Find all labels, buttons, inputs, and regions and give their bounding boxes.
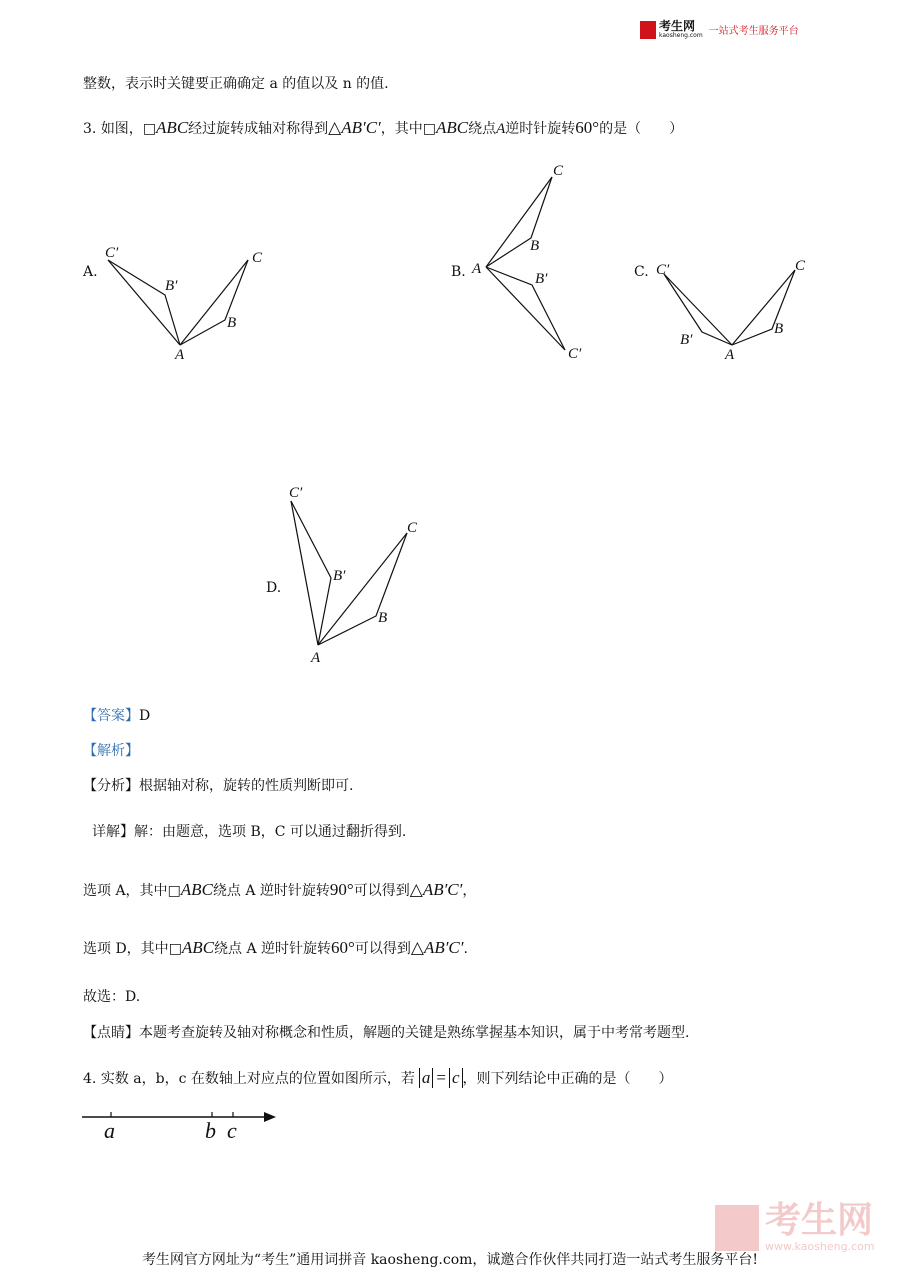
label-b: b <box>205 1118 216 1143</box>
line-d-end: . <box>463 941 468 957</box>
option-c-pt-c1: C′ <box>656 262 670 278</box>
option-a-pt-b1: B′ <box>165 278 178 294</box>
option-b-pt-c1: C′ <box>568 346 582 362</box>
watermark-en: www.kaosheng.com <box>765 1240 875 1253</box>
option-b-pt-b: B <box>530 238 540 254</box>
fenxi-line: 【分析】根据轴对称，旋转的性质判断即可. <box>83 778 354 794</box>
option-c-label: C. <box>634 264 649 280</box>
line-a-tail: 可以得到 <box>353 883 410 899</box>
line-d-mid: 绕点 A 逆时针旋转 <box>214 941 332 957</box>
option-d-tri-1 <box>291 501 331 645</box>
option-c-pt-c: C <box>795 258 806 274</box>
line-a-tri2: AB′C′ <box>422 880 463 899</box>
q4-number: 4. <box>83 1071 97 1087</box>
q4-text-tail: ，则下列结论中正确的是（ ） <box>462 1071 673 1087</box>
line-a-pre: 选项 A，其中 <box>83 883 168 899</box>
watermark <box>715 1202 875 1253</box>
logo-en: kaosheng.com <box>659 32 703 39</box>
q3-tri-sym: △ <box>328 118 342 137</box>
option-a-label: A. <box>83 264 98 280</box>
option-d-figure <box>280 478 430 673</box>
option-d-pt-a: A <box>311 650 321 666</box>
option-d-pt-c: C <box>407 520 418 536</box>
logo-icon <box>640 21 656 39</box>
line-a-tri1: ABC <box>180 880 213 899</box>
q4-eq: = <box>436 1068 446 1087</box>
header-logo <box>640 20 799 39</box>
option-a-pt-c1: C′ <box>105 245 119 261</box>
option-a-pt-a: A <box>175 347 185 363</box>
option-d-explain <box>83 938 468 959</box>
line-a-box: □ <box>167 883 181 899</box>
option-a-figure <box>95 235 275 370</box>
option-b-pt-b1: B′ <box>535 271 548 287</box>
option-a-edge-1 <box>108 260 180 345</box>
option-a-pt-b: B <box>227 315 237 331</box>
watermark-cn: 考生网 <box>765 1200 874 1241</box>
number-line-arrow <box>264 1112 276 1122</box>
option-d-pt-b1: B′ <box>333 568 346 584</box>
option-a-edge-2 <box>180 260 248 345</box>
choose-line: 故选：D. <box>83 989 141 1005</box>
label-c: c <box>227 1118 237 1143</box>
line-d-tri2: AB′C′ <box>423 938 464 957</box>
xiangjie-line: 详解】解：由题意，选项 B，C 可以通过翻折得到. <box>92 824 407 840</box>
q3-number: 3. <box>83 121 97 137</box>
number-line <box>80 1105 290 1150</box>
line-a-tri-sym: △ <box>409 880 423 899</box>
line-d-tri-sym: △ <box>410 938 424 957</box>
q4-text-pre: 实数 a，b，c 在数轴上对应点的位置如图所示，若 <box>100 1071 415 1087</box>
line-a-end: ， <box>462 883 477 899</box>
logo-cn: 考生网 <box>659 19 696 33</box>
q3-tail: 的是（ ） <box>599 121 684 137</box>
q3-mid2: ，其中 <box>380 121 423 137</box>
option-b-label: B. <box>451 264 466 280</box>
option-d-label: D. <box>266 580 282 596</box>
line-d-tri1: ABC <box>181 938 215 957</box>
option-a-explain <box>83 880 476 901</box>
line-a-mid: 绕点 A 逆时针旋转 <box>212 883 330 899</box>
option-b-pt-a: A <box>472 261 482 277</box>
option-a-pt-c: C <box>252 250 263 266</box>
option-b-pt-c: C <box>553 163 564 179</box>
intro-line: 整数，表示时关键要正确确定 a 的值以及 n 的值. <box>83 76 389 92</box>
q3-angle: 60° <box>575 118 600 137</box>
option-c-pt-a: A <box>725 347 735 363</box>
line-d-angle: 60° <box>331 938 355 957</box>
q4-abs-c: c <box>449 1068 463 1088</box>
line-d-tail: 可以得到 <box>354 941 411 957</box>
option-c-edge-2 <box>732 270 795 345</box>
label-a: a <box>104 1118 115 1143</box>
option-d-edge-2 <box>318 533 407 645</box>
q3-tri2: AB′C′ <box>341 118 381 137</box>
q3-pointA: A <box>496 121 506 137</box>
option-d-pt-c1: C′ <box>289 485 303 501</box>
q3-tri1: ABC <box>156 118 189 137</box>
option-c-pt-b1: B′ <box>680 332 693 348</box>
watermark-logo-icon <box>715 1205 759 1251</box>
q3-mid3: 绕点 <box>468 121 497 137</box>
option-d-edge-1 <box>291 501 318 645</box>
answer-line <box>83 706 150 726</box>
q3-mid4: 逆时针旋转 <box>505 121 576 137</box>
dianjing-line: 【点睛】本题考查旋转及轴对称概念和性质，解题的关键是熟练掌握基本知识，属于中考常考题型. <box>83 1025 690 1041</box>
q3-box: □ <box>142 121 157 137</box>
answer-value: D <box>139 708 151 724</box>
option-d-pt-b: B <box>378 610 388 626</box>
option-b-edge-1 <box>486 177 552 267</box>
line-d-box: □ <box>168 941 182 957</box>
q3-mid: 经过旋转成轴对称得到 <box>188 121 329 137</box>
q3-box2: □ <box>422 121 437 137</box>
option-b-edge-2 <box>486 267 565 350</box>
line-a-angle: 90° <box>329 880 354 899</box>
answer-tag: 【答案】 <box>83 708 139 724</box>
line-d-pre: 选项 D，其中 <box>83 941 169 957</box>
analysis-tag: 【解析】 <box>83 743 139 759</box>
q3-stem <box>83 118 683 139</box>
q4-stem <box>83 1068 673 1089</box>
option-c-edge-1 <box>664 274 732 345</box>
option-b-figure <box>468 160 598 365</box>
option-c-pt-b: B <box>774 321 784 337</box>
option-c-figure <box>652 252 817 367</box>
q3-tri1b: ABC <box>436 118 469 137</box>
q4-abs-a: a <box>419 1068 434 1088</box>
header-slogan: 一站式考生服务平台 <box>708 26 799 37</box>
footer-text: 考生网官方网址为“考生”通用词拼音 kaosheng.com，诚邀合作伙伴共同打造一站式考生服务平台! <box>141 1252 759 1268</box>
q3-prefix: 如图， <box>100 121 143 137</box>
